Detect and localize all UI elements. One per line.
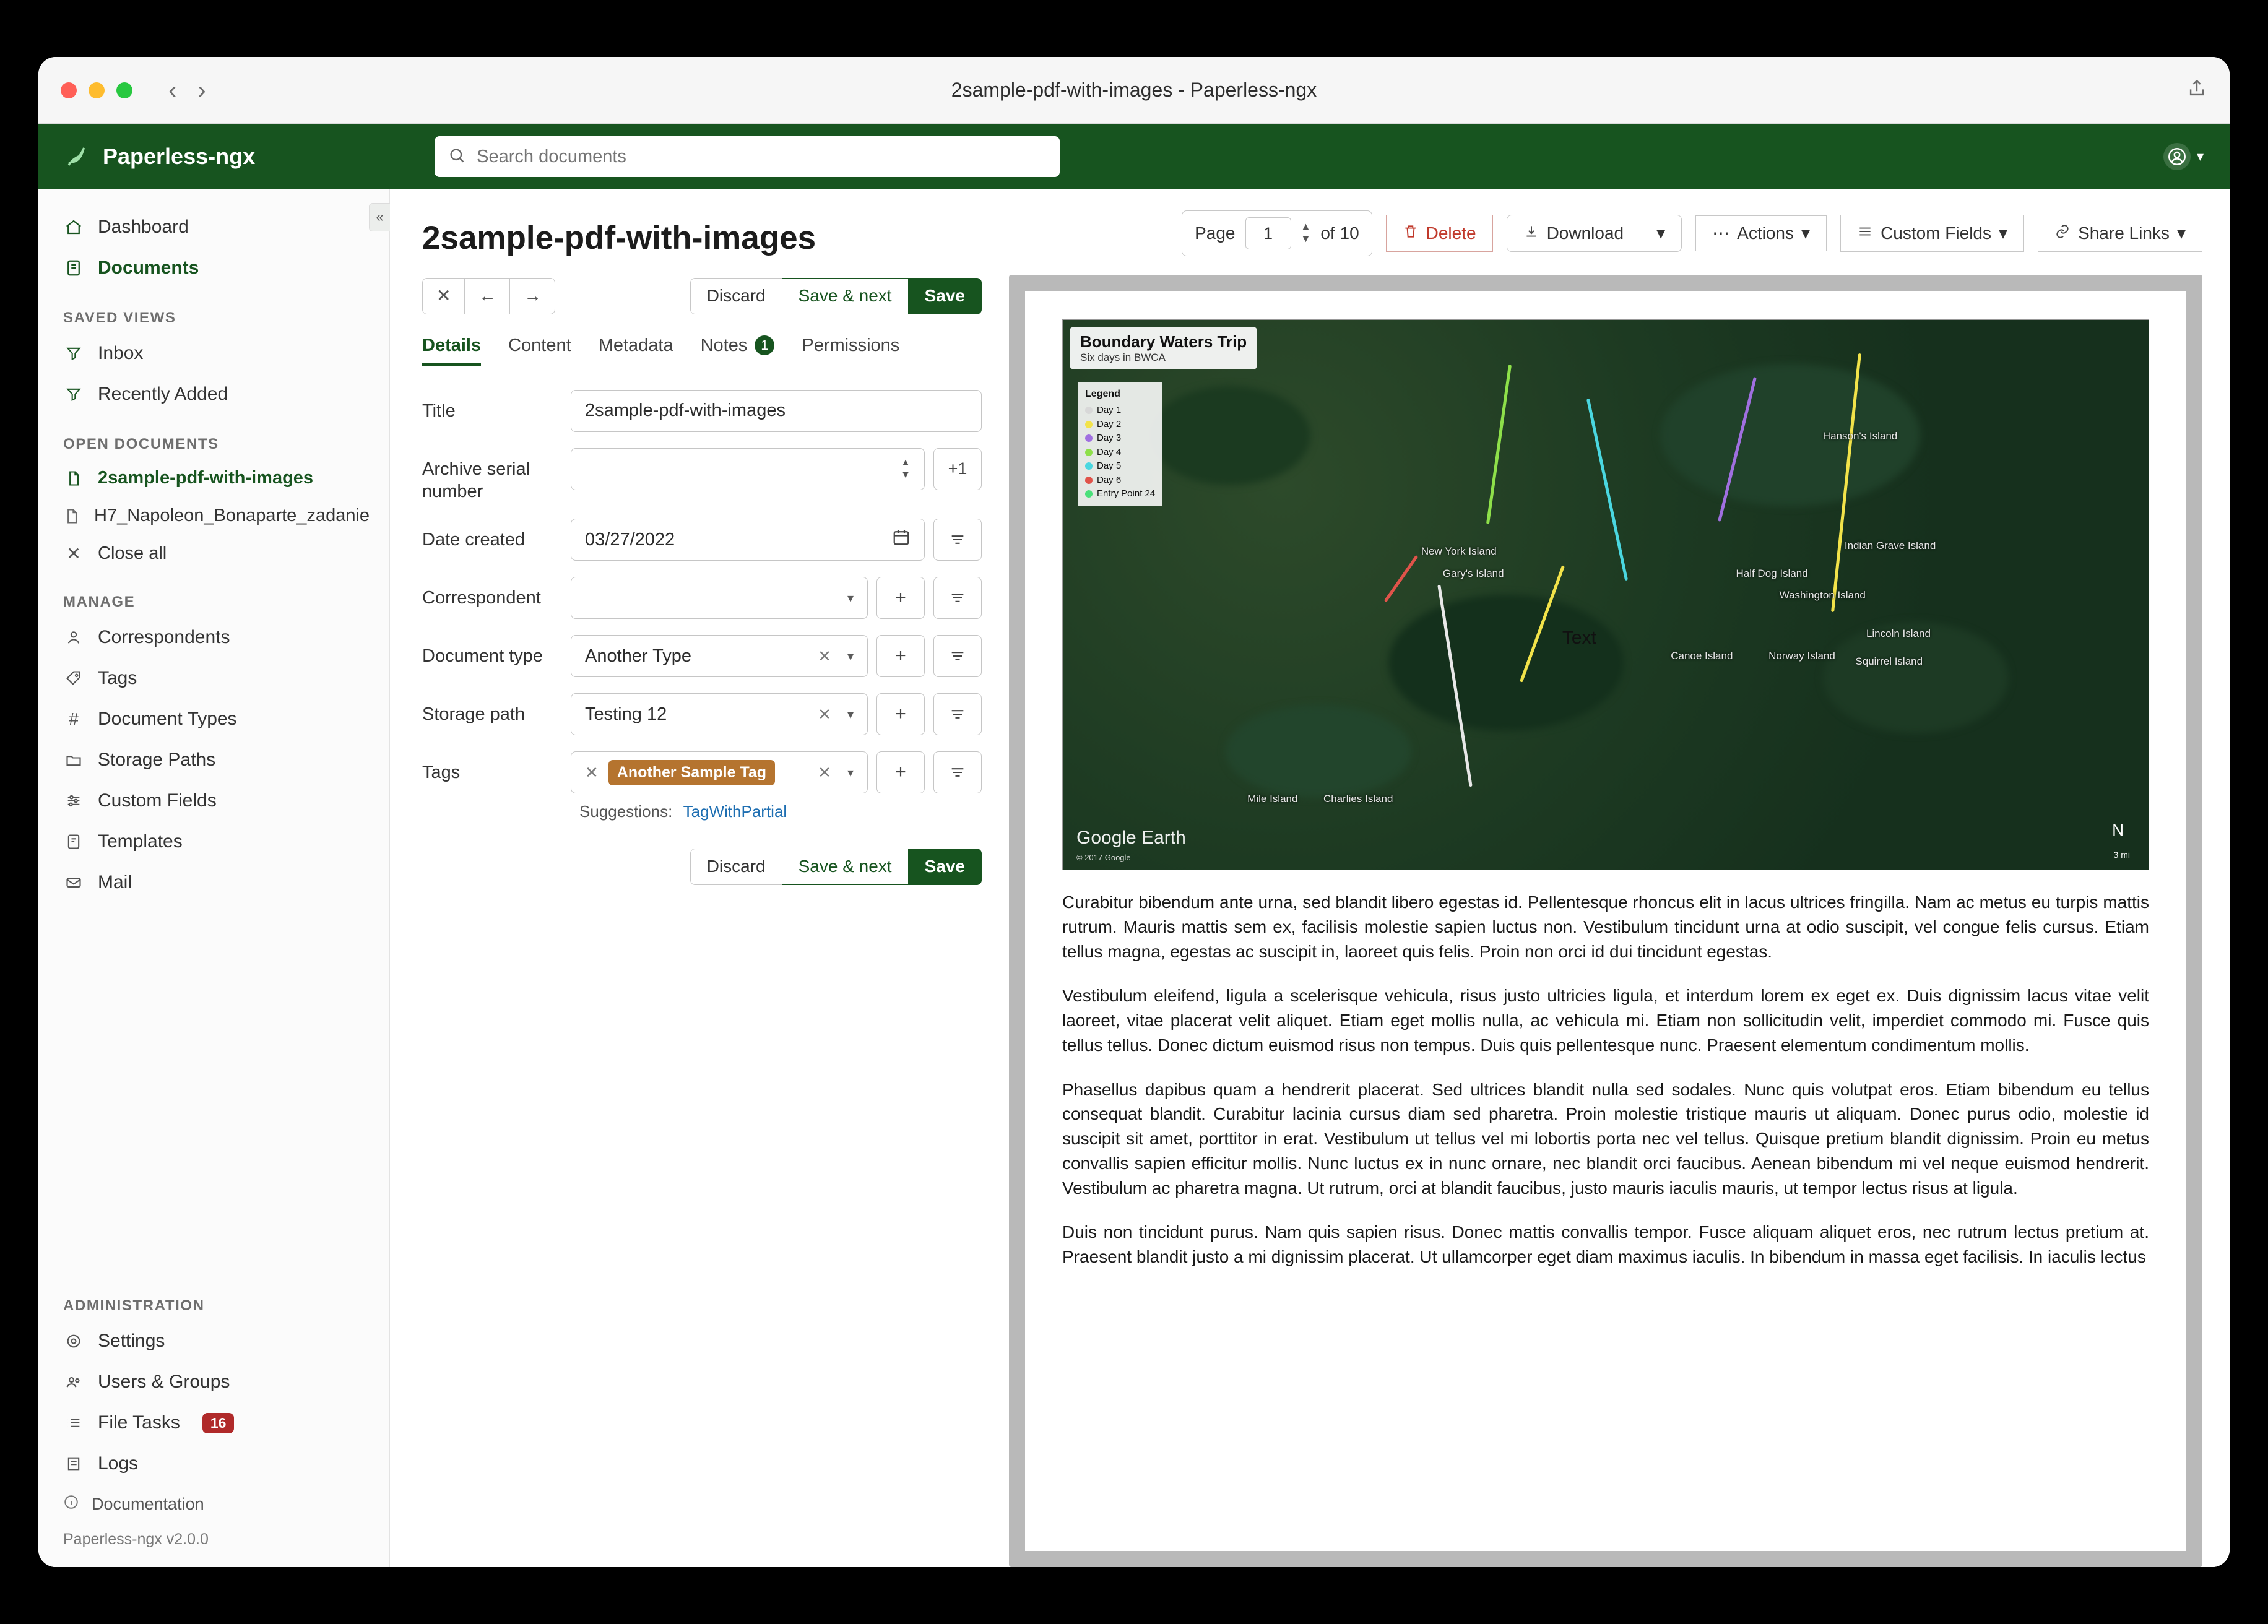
sidebar-footer: [38, 1276, 389, 1567]
legend-item: [1085, 418, 1155, 432]
legend-item: [1085, 487, 1155, 501]
map-place-label: Charlies Island: [1323, 792, 1393, 805]
date-created-value: 03/27/2022: [585, 529, 675, 550]
map-place-label: Lincoln Island: [1866, 628, 1931, 640]
file-icon: [63, 470, 84, 487]
close-all-label: Close all: [98, 543, 167, 563]
legend-item: [1085, 473, 1155, 488]
app-window: [38, 57, 2230, 1567]
download-button[interactable]: [1507, 215, 1641, 253]
field-date-created: [422, 519, 982, 561]
download-group[interactable]: [1507, 215, 1682, 253]
documentation-link[interactable]: [63, 1484, 365, 1524]
folder-icon: [63, 751, 84, 769]
sliders-icon: [1857, 223, 1873, 244]
editor-tabs[interactable]: [422, 335, 982, 366]
editor-toolbar-bottom: [422, 849, 982, 885]
chevron-down-icon: ▾: [2176, 223, 2186, 243]
actions-button[interactable]: [1695, 215, 1827, 252]
window-titlebar: [38, 57, 2230, 124]
close-all-documents[interactable]: [38, 535, 389, 572]
save-button-bottom[interactable]: Save: [909, 849, 982, 885]
map-place-label: New York Island: [1421, 545, 1497, 558]
trash-icon: [1403, 223, 1419, 244]
search-icon: [448, 147, 465, 167]
window-title: 2sample-pdf-with-images - Paperless-ngx: [951, 79, 1317, 101]
map-legend: [1078, 382, 1162, 506]
save-and-next-button[interactable]: Save & next: [782, 278, 909, 314]
tab-label: Metadata: [598, 335, 673, 355]
document-type-select[interactable]: [571, 635, 868, 677]
remove-tag-icon[interactable]: ✕: [585, 762, 599, 782]
sidebar-item-tags[interactable]: [38, 658, 389, 699]
open-document-item[interactable]: [38, 459, 389, 497]
field-storage-path: [422, 693, 982, 735]
sidebar-item-label: Dashboard: [98, 217, 189, 237]
account-caret-icon[interactable]: ▾: [2196, 149, 2204, 164]
notes-count-badge: 1: [755, 335, 774, 355]
discard-button-bottom[interactable]: Discard: [690, 849, 782, 885]
logs-icon: [63, 1455, 84, 1472]
chevron-down-icon[interactable]: ▾: [847, 591, 854, 605]
sidebar-item-label: Tags: [98, 668, 137, 688]
title-value: 2sample-pdf-with-images: [585, 400, 786, 421]
file-icon: [63, 508, 80, 525]
tag-chip[interactable]: Another Sample Tag: [608, 760, 775, 785]
manage-header: MANAGE: [63, 594, 136, 610]
delete-label: Delete: [1426, 223, 1476, 243]
administration-header: ADMINISTRATION: [63, 1297, 205, 1314]
tab-label: Notes: [700, 335, 748, 355]
sidebar-item-label: File Tasks: [98, 1412, 180, 1433]
users-icon: [63, 1373, 84, 1391]
close-window-button[interactable]: [61, 82, 77, 98]
field-title: [422, 390, 982, 432]
document-paragraph: Vestibulum eleifend, ligula a scelerisque vehicula, risus justo ultricies ligula, et interdum lorem ex eget ex. Duis dignissim lacus vitae velit laoreet, vitae placerat velit aliquet. Etiam eget mollis nulla, ac vehicula mi. Etiam non sollicitudin velit, imperdiet commodo mi. Fusce quis tellus tellus. Donec dictum euismod risus non tempus. Duis quis pellentesque nunc. Praesent elementum condimentum mollis.: [1062, 986, 2149, 1055]
legend-item: [1085, 446, 1155, 460]
sidebar-item-label: Mail: [98, 872, 132, 892]
search-box[interactable]: [435, 136, 1060, 177]
tag-icon: [63, 670, 84, 687]
share-links-label: Share Links: [2078, 223, 2170, 243]
legend-item: [1085, 404, 1155, 418]
map-center-text: Text: [1562, 628, 1596, 649]
tab-details[interactable]: [422, 335, 481, 366]
share-icon[interactable]: [2186, 78, 2207, 102]
map-subtitle: Six days in BWCA: [1080, 352, 1166, 363]
document-preview-pane: [1009, 189, 2230, 1567]
editor-toolbar-top: [422, 278, 982, 314]
sidebar-item-label: Settings: [98, 1331, 165, 1351]
field-label: Date created: [422, 530, 526, 550]
app-body: [38, 189, 2230, 1567]
map-scale-label: 3 mi: [2113, 850, 2130, 860]
field-label: Document type: [422, 646, 543, 667]
tag-suggestions: [422, 796, 982, 821]
page-label: Page: [1195, 223, 1236, 243]
field-label: Correspondent: [422, 588, 541, 608]
chevron-down-icon[interactable]: ▾: [847, 766, 854, 780]
map-place-label: Norway Island: [1768, 649, 1835, 662]
info-icon: [63, 1494, 79, 1514]
sidebar-item-logs[interactable]: [63, 1443, 365, 1484]
account-circle-icon[interactable]: [2163, 143, 2191, 170]
sidebar-item-users-groups[interactable]: [63, 1362, 365, 1402]
brand-label: Paperless-ngx: [103, 144, 256, 169]
sidebar-item-inbox[interactable]: [38, 333, 389, 374]
field-label: Tags: [422, 762, 461, 783]
tab-label: Content: [508, 335, 571, 355]
previous-document-button[interactable]: ←: [465, 278, 510, 314]
legend-title: Legend: [1085, 389, 1120, 399]
map-place-label: Half Dog Island: [1736, 567, 1808, 579]
home-icon: [63, 218, 84, 236]
open-document-item[interactable]: [38, 497, 389, 535]
list-icon: [63, 1414, 84, 1432]
open-documents-header: OPEN DOCUMENTS: [63, 436, 219, 452]
mail-icon: [63, 874, 84, 891]
add-document-type-button[interactable]: +: [876, 635, 925, 677]
account-menu[interactable]: [2163, 143, 2204, 170]
document-type-value: Another Type: [585, 646, 691, 666]
sidebar-item-settings[interactable]: [63, 1321, 365, 1362]
legend-label: Entry Point 24: [1097, 488, 1156, 499]
page-number-input[interactable]: 1: [1245, 217, 1291, 249]
sidebar-item-label: Documents: [98, 257, 199, 278]
tab-permissions[interactable]: [802, 335, 899, 366]
sliders-icon: [63, 792, 84, 810]
stepper-up-icon[interactable]: ▲: [1301, 222, 1311, 232]
calendar-icon[interactable]: [892, 528, 911, 551]
saved-views-header: SAVED VIEWS: [63, 309, 176, 326]
date-filter-button[interactable]: [933, 519, 982, 561]
link-icon: [2054, 223, 2071, 244]
document-paragraph: Curabitur bibendum ante urna, sed blandit libero egestas id. Pellentesque rhoncus elit in lacus ultrices fringilla. Nam ac metus eu turpis mattis rutrum. Mauris mattis sem ex, facilisis molestie sapien luctus non. Vestibulum tincidunt urna at odio suscipit, vel congue felis cursus. Etiam tellus magna, egestas ac suscipit in, laoreet quis felis. Proin non orci id dui tincidunt egestas.: [1062, 892, 2149, 961]
traffic-lights[interactable]: [61, 82, 132, 98]
close-icon: ✕: [66, 544, 81, 563]
gear-icon: [63, 1332, 84, 1350]
sidebar-item-mail[interactable]: [38, 862, 389, 903]
sidebar-item-documents[interactable]: [38, 248, 389, 288]
save-and-next-button-bottom[interactable]: Save & next: [782, 849, 909, 885]
brand[interactable]: [64, 144, 255, 170]
sidebar-item-label: Inbox: [98, 343, 144, 363]
person-icon: [63, 629, 84, 646]
tags-select[interactable]: [571, 751, 868, 793]
sidebar-item-dashboard[interactable]: [38, 207, 389, 248]
clear-document-type-icon[interactable]: ✕: [818, 646, 831, 665]
pdf-page: [1025, 291, 2186, 1551]
field-label: Archive serial number: [422, 459, 530, 502]
map-title: Boundary Waters Trip: [1080, 332, 1247, 351]
storage-path-select[interactable]: [571, 693, 868, 735]
download-icon: [1523, 223, 1539, 244]
sidebar-item-storage-paths[interactable]: [38, 740, 389, 780]
paperless-logo-icon: [64, 144, 90, 170]
save-button[interactable]: Save: [909, 278, 982, 314]
document-edit-pane: [390, 189, 1009, 1567]
search-input[interactable]: [475, 146, 1046, 168]
tab-label: Details: [422, 335, 482, 355]
doc-nav-group[interactable]: [422, 278, 555, 314]
add-correspondent-button[interactable]: +: [876, 577, 925, 619]
map-place-label: Hanson's Island: [1822, 430, 1898, 442]
google-earth-logo: Google Earth: [1076, 827, 1186, 848]
sidebar-collapse-button[interactable]: «: [369, 203, 390, 231]
next-document-button[interactable]: →: [510, 278, 555, 314]
compass-icon: N: [2112, 821, 2124, 839]
map-title-box: [1070, 327, 1257, 369]
chevron-down-icon[interactable]: ▾: [847, 707, 854, 722]
clear-storage-path-icon[interactable]: ✕: [818, 704, 831, 723]
asn-stepper[interactable]: [901, 457, 911, 481]
field-archive-serial-number: [422, 448, 982, 503]
correspondent-select[interactable]: [571, 577, 868, 619]
field-document-type: [422, 635, 982, 677]
clear-tags-icon[interactable]: ✕: [818, 762, 831, 782]
document-type-filter-button[interactable]: [933, 635, 982, 677]
sidebar-item-label: Storage Paths: [98, 749, 216, 770]
funnel-icon: [63, 386, 84, 403]
chevron-down-icon[interactable]: ▾: [847, 649, 854, 663]
storage-path-filter-button[interactable]: [933, 693, 982, 735]
actions-label: Actions: [1737, 223, 1794, 243]
funnel-icon: [63, 345, 84, 362]
custom-fields-button[interactable]: [1840, 215, 2024, 253]
maximize-window-button[interactable]: [116, 82, 132, 98]
sidebar-item-custom-fields[interactable]: [38, 780, 389, 821]
stepper-down-icon[interactable]: ▼: [901, 469, 911, 480]
chevron-down-icon: ▾: [1999, 223, 2008, 243]
add-tag-button[interactable]: +: [876, 751, 925, 793]
sidebar-item-label: Logs: [98, 1453, 139, 1474]
field-correspondent: [422, 577, 982, 619]
discard-button[interactable]: Discard: [690, 278, 782, 314]
map-place-label: Mile Island: [1247, 792, 1298, 805]
sidebar-item-label: Document Types: [98, 709, 237, 729]
share-links-button[interactable]: [2038, 215, 2202, 253]
legend-label: Day 5: [1097, 460, 1122, 471]
legend-label: Day 6: [1097, 474, 1122, 485]
document-paragraph: Phasellus dapibus quam a hendrerit placerat. Sed ultrices blandit nulla sed sodales. Nunc quis volutpat eros. Etiam bibendum eu tellus consequat blandit. Curabitur lacinia cursus diam sed pharetra. Proin molestie tristique mauris ut aliquam. Donec purus odio, molestie id suscipit sit amet, porttitor in erat. Vestibulum ut tellus vel mi lobortis porta nec vel tellus. Quisque pretium blandit dignissim. Proin eu metus convallis sapien efficitur mollis. Nunc luctus ex in nunc ornare, nec blandit orci faucibus. Aenean bibendum mi vel neque euismod hendrerit. Vestibulum ac pharetra magna. Ut rutrum, orci at blandit faucibus, justo mauris iaculis mauris, ut tempor lectus risus at ligula.: [1062, 1079, 2149, 1198]
open-document-label: H7_Napoleon_Bonaparte_zadanie: [94, 506, 370, 525]
sidebar-item-file-tasks[interactable]: [63, 1402, 365, 1443]
sidebar-item-recently-added[interactable]: [38, 374, 389, 415]
tab-metadata[interactable]: [599, 335, 673, 366]
file-tasks-badge: 16: [202, 1413, 235, 1433]
suggestions-label: Suggestions:: [579, 802, 673, 821]
sidebar-item-correspondents[interactable]: [38, 617, 389, 658]
delete-button[interactable]: [1386, 215, 1493, 253]
documentation-label: Documentation: [92, 1495, 204, 1513]
sidebar-item-label: Templates: [98, 831, 183, 852]
sidebar-item-label: Custom Fields: [98, 790, 217, 811]
browser-nav[interactable]: [168, 78, 206, 103]
asn-next-button[interactable]: +1: [933, 448, 982, 490]
field-label: Storage path: [422, 704, 526, 725]
open-document-label: 2sample-pdf-with-images: [98, 468, 314, 488]
document-paragraph: Duis non tincidunt purus. Nam quis sapien risus. Donec mattis convallis tempor. Fusce aliquam aliquet eros, nec rutrum lectus pretium at. Praesent blandit justo a mi dignissim placerat. Ut ullamcorper eget diam maximus iaculis. In bibendum in massa eget facilisis. In iaculis lectus: [1062, 1222, 2149, 1266]
suggestion-link[interactable]: TagWithPartial: [683, 802, 787, 821]
legend-item: [1085, 459, 1155, 473]
forward-icon[interactable]: ›: [197, 76, 206, 104]
sidebar-item-label: Users & Groups: [98, 1371, 230, 1392]
save-group-top[interactable]: [690, 278, 982, 314]
chevron-down-icon: ▾: [1801, 223, 1811, 243]
asn-input[interactable]: [571, 448, 925, 490]
back-icon[interactable]: ‹: [168, 76, 177, 104]
field-tags: [422, 751, 982, 793]
app-header: [38, 124, 2230, 189]
tab-label: Permissions: [802, 335, 900, 355]
correspondent-filter-button[interactable]: [933, 577, 982, 619]
tags-filter-button[interactable]: [933, 751, 982, 793]
version-label: Paperless-ngx v2.0.0: [63, 1531, 209, 1548]
legend-label: Day 3: [1097, 433, 1122, 443]
sidebar-item-label: Recently Added: [98, 384, 228, 404]
documents-icon: [63, 259, 84, 277]
minimize-window-button[interactable]: [89, 82, 105, 98]
sidebar-item-label: Correspondents: [98, 627, 230, 647]
map-place-label: Gary's Island: [1442, 567, 1504, 579]
stepper-down-icon[interactable]: ▼: [1301, 234, 1311, 244]
storage-path-value: Testing 12: [585, 704, 667, 724]
page-total-label: of 10: [1320, 223, 1359, 243]
save-group-bottom[interactable]: [690, 849, 982, 885]
sidebar: [38, 189, 390, 1567]
map-place-label: Washington Island: [1779, 589, 1866, 602]
field-label: Title: [422, 400, 456, 421]
close-document-button[interactable]: ✕: [422, 278, 465, 314]
tab-notes[interactable]: [701, 335, 775, 366]
map-place-label: Indian Grave Island: [1844, 540, 1936, 552]
map-place-label: Squirrel Island: [1855, 655, 1923, 667]
pdf-viewer[interactable]: [1009, 275, 2202, 1567]
hash-icon: #: [69, 709, 79, 728]
template-icon: [63, 833, 84, 850]
page-selector[interactable]: [1182, 210, 1372, 256]
legend-item: [1085, 431, 1155, 446]
stepper-up-icon[interactable]: ▲: [901, 457, 911, 468]
custom-fields-label: Custom Fields: [1881, 223, 1991, 243]
sidebar-item-templates[interactable]: [38, 821, 389, 862]
dots-icon: ⋯: [1712, 223, 1730, 243]
title-input[interactable]: [571, 390, 982, 432]
preview-toolbar: [1009, 210, 2202, 256]
page-stepper[interactable]: [1301, 222, 1311, 245]
sidebar-item-document-types[interactable]: [38, 699, 389, 740]
legend-label: Day 2: [1097, 418, 1122, 430]
map-attribution: © 2017 Google: [1076, 853, 1131, 862]
date-created-input[interactable]: [571, 519, 925, 561]
download-caret-button[interactable]: ▾: [1640, 215, 1682, 253]
document-map-image: [1062, 319, 2149, 870]
legend-label: Day 4: [1097, 446, 1122, 457]
download-label: Download: [1546, 223, 1624, 243]
tab-content[interactable]: [508, 335, 571, 366]
add-storage-path-button[interactable]: +: [876, 693, 925, 735]
page-title: 2sample-pdf-with-images: [422, 220, 816, 256]
legend-label: Day 1: [1097, 405, 1122, 415]
map-place-label: Canoe Island: [1671, 649, 1733, 662]
